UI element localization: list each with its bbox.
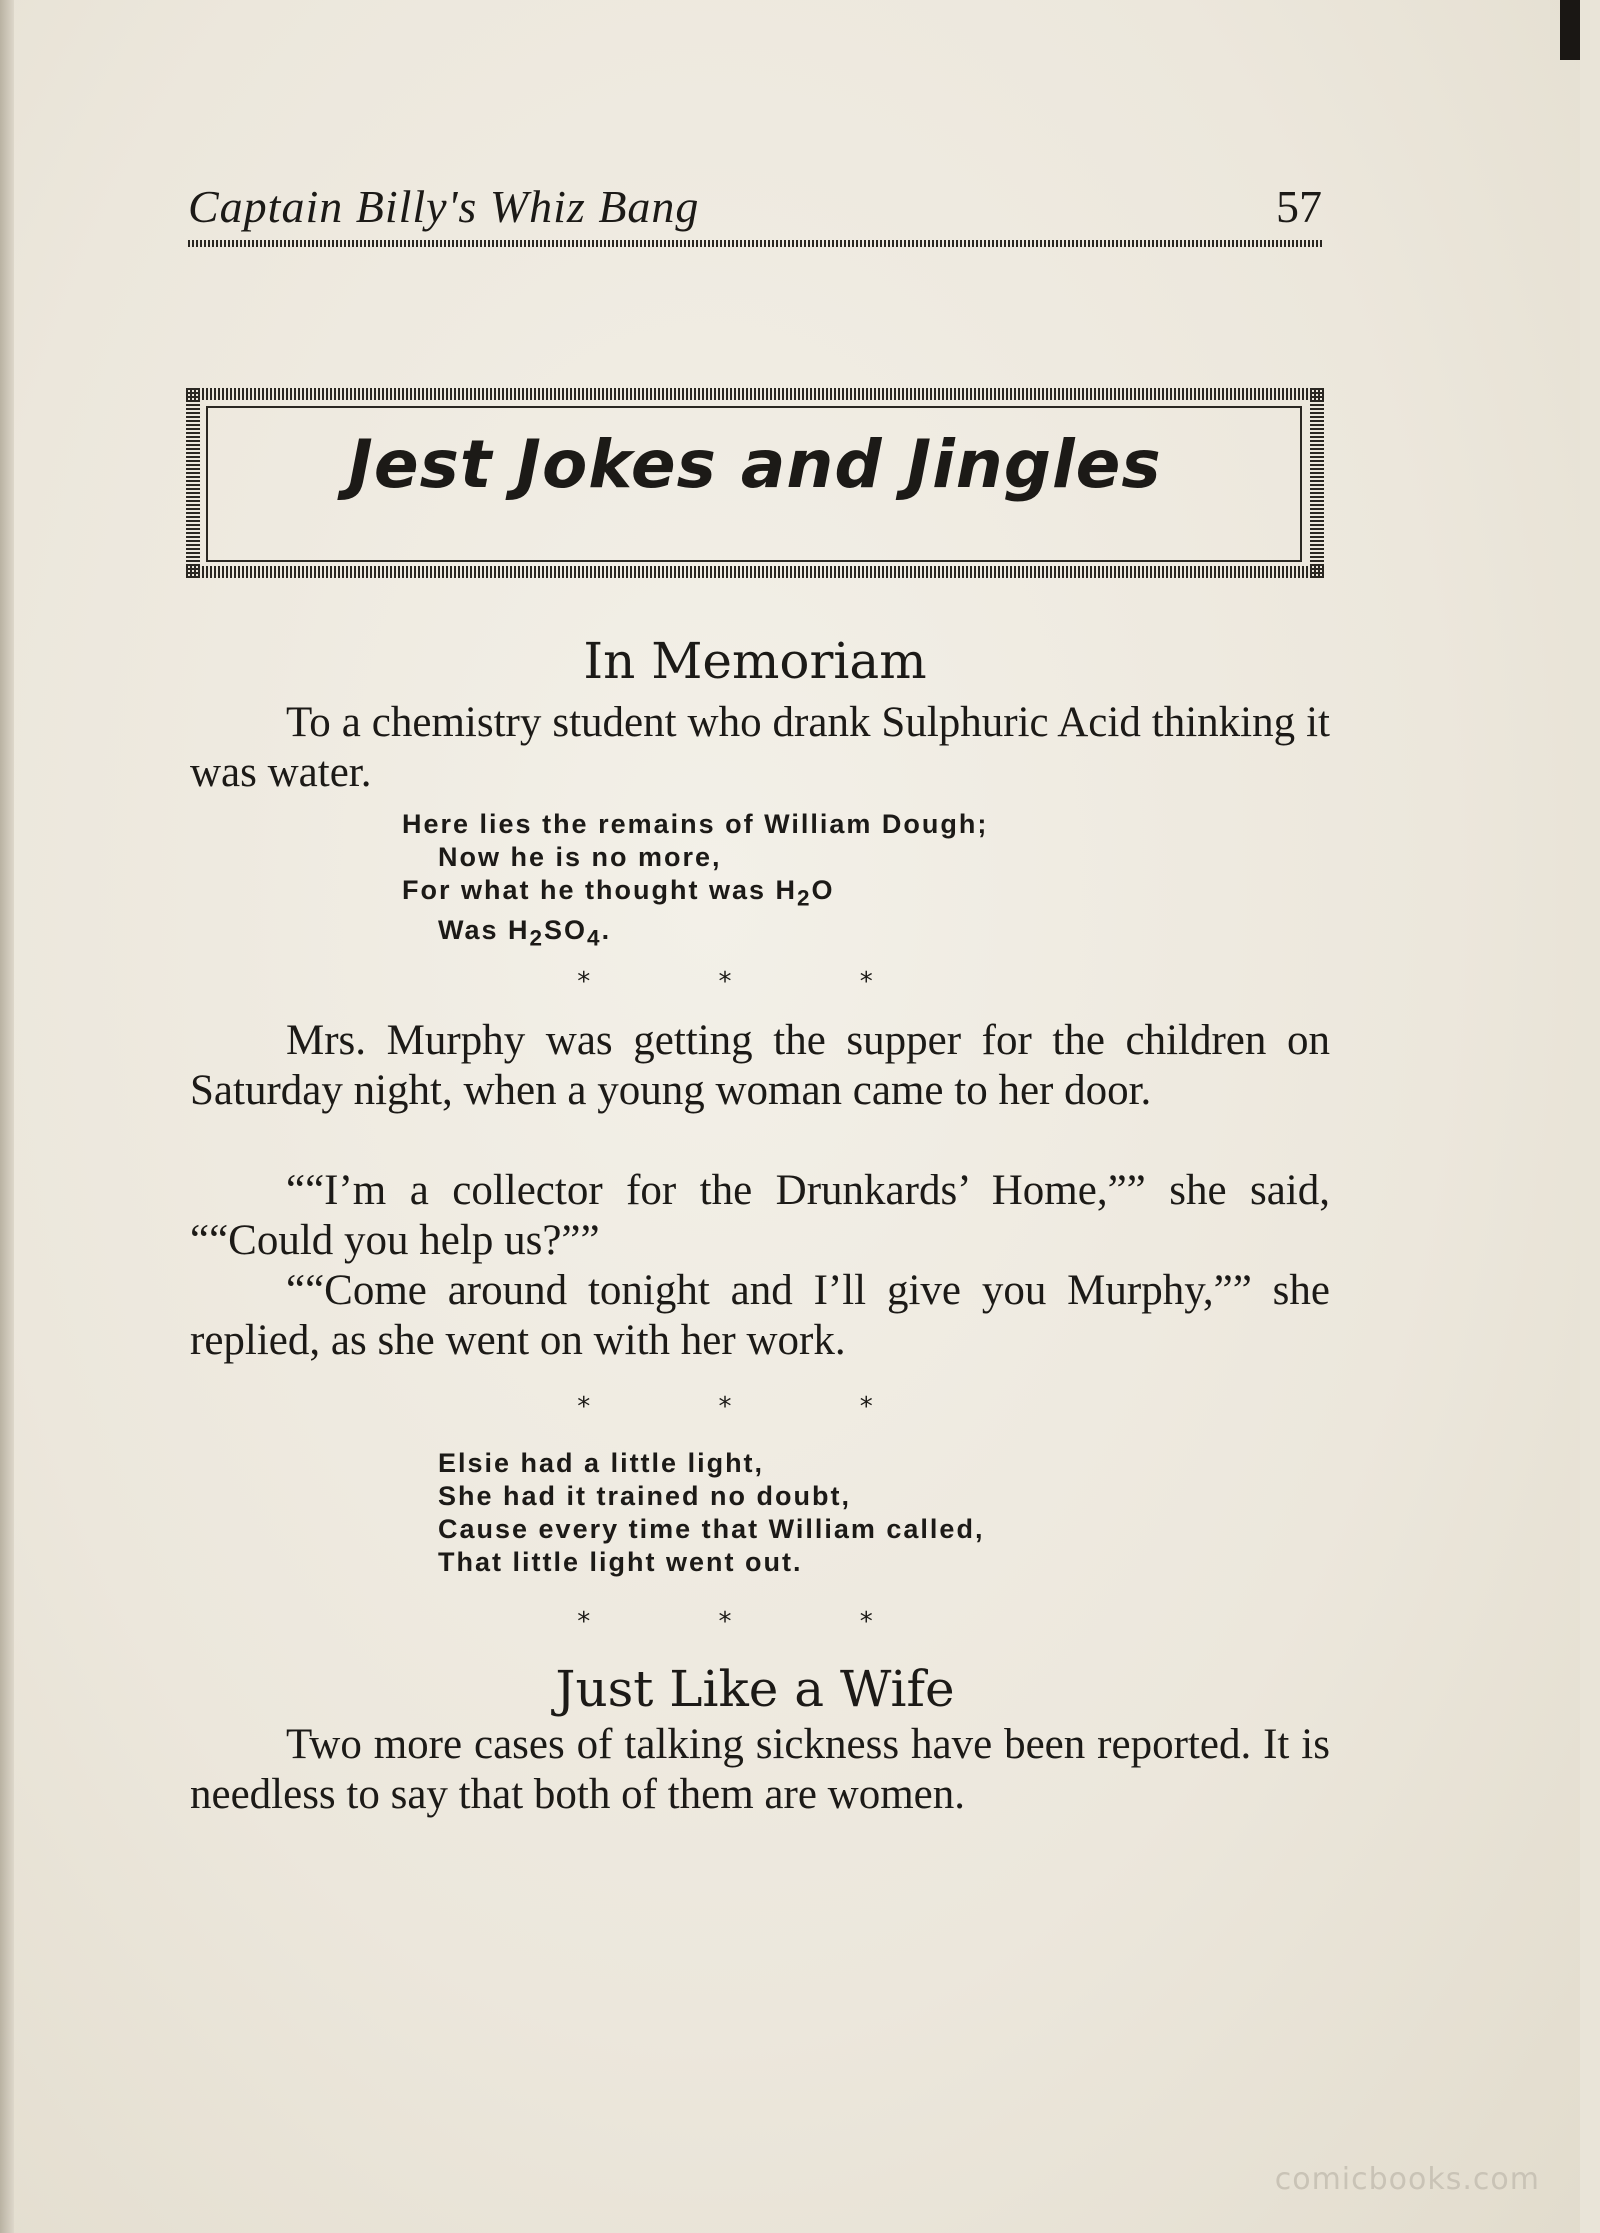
wife-heading: Just Like a Wife [555,1660,955,1718]
page-number: 57 [1276,181,1322,232]
memoriam-intro: To a chemistry student who drank Sulphuric Acid thinking it was water. [190,699,1330,796]
title-box-top-border [186,388,1324,400]
verse-line: Here lies the remains of William Dough; [402,809,989,839]
verse-line: Was $H_2SO_4$. [438,915,612,951]
murphy-paragraph-3: ““Come around tonight and I’ll give you Murphy,”” she replied, as she went on with her work. [190,1267,1330,1364]
verse-line: Cause every time that William called, [438,1514,985,1544]
running-title: Captain Billy's Whiz Bang [188,181,700,232]
verse-line: That little light went out. [438,1547,803,1577]
running-header [188,180,1322,240]
murphy-paragraph-1: Mrs. Murphy was getting the supper for the children on Saturday night, when a young woman came to her door. [190,1017,1330,1114]
elsie-verse [438,1447,984,1579]
title-box-bottom-border [186,566,1324,578]
murphy-paragraph-2: ““I’m a collector for the Drunkards’ Home,”” she said, ““Could you help us?”” [190,1167,1330,1264]
separator-stars: * * * [577,967,933,997]
header-rule [188,240,1322,247]
verse-line: Now he is no more, [438,842,722,872]
section-title: Jest Jokes and Jingles [348,426,1162,503]
memoriam-heading: In Memoriam [583,632,927,690]
wife-paragraph: Two more cases of talking sickness have been reported. It is needless to say that both of them are women. [190,1721,1330,1818]
page-corner-shadow [1560,0,1580,60]
verse-line: She had it trained no doubt, [438,1481,851,1511]
separator-stars: * * * [577,1607,933,1637]
verse-line: Elsie had a little light, [438,1448,765,1478]
section-title-box [186,388,1324,578]
memoriam-verse [402,808,988,955]
verse-line: For what he thought was $H_2O$ [402,875,835,911]
page-spine-shadow [0,0,14,2233]
watermark: comicbooks.com [1274,2162,1540,2197]
separator-stars: * * * [577,1392,933,1422]
